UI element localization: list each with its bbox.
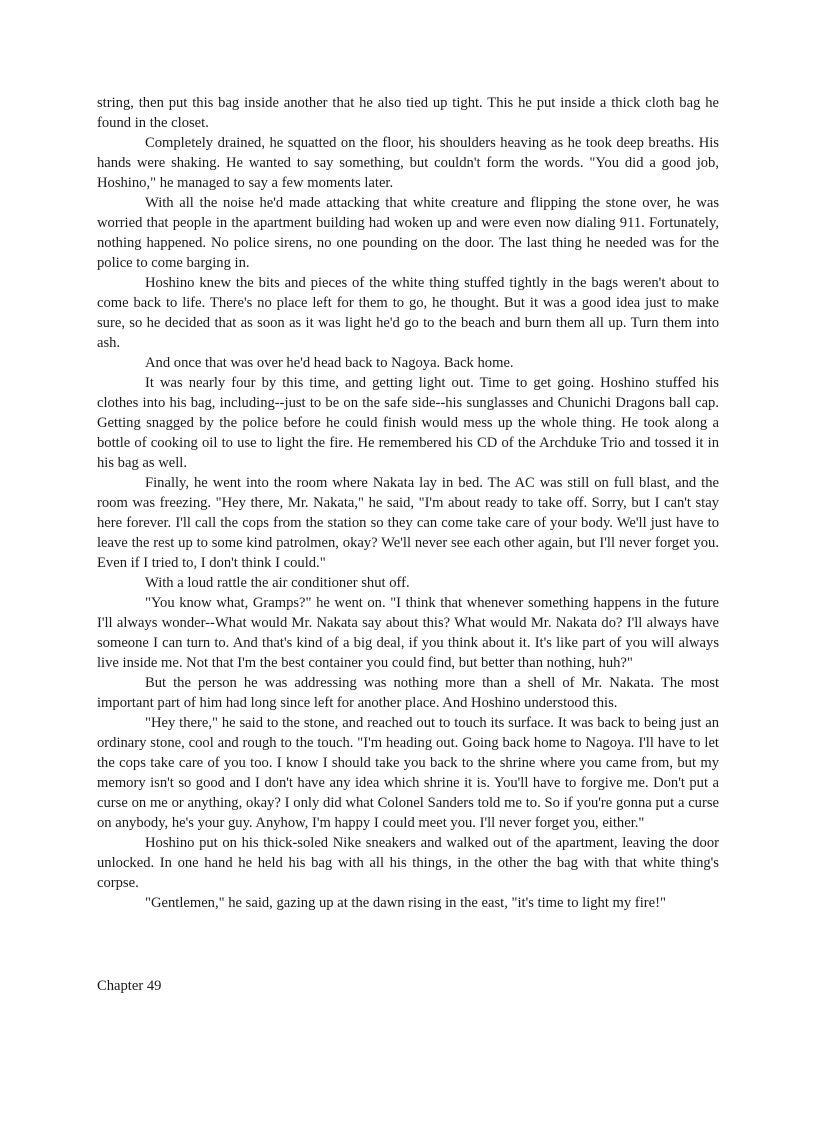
paragraph: With a loud rattle the air conditioner shut off. <box>145 575 410 591</box>
paragraph: With all the noise he'd made attacking that white creature and flipping the stone over, he was worried that people in the apartment building had woken up and were even now dialing 911. Fortunately, nothing happened. No police sirens, no one pounding on the door. The last thing he needed was for the police to come barging in. <box>97 195 719 271</box>
paragraph: It was nearly four by this time, and getting light out. Time to get going. Hoshino stuffed his clothes into his bag, including--just to be on the safe side--his sunglasses and Chunichi Dragons ball cap. Getting snagged by the police before he could finish would mess up the whole thing. He took along a bottle of cooking oil to use to light the fire. He remembered his CD of the Archduke Trio and tossed it in his bag as well. <box>97 375 719 471</box>
chapter-heading: Chapter 49 <box>97 978 162 994</box>
paragraph: Hoshino knew the bits and pieces of the white thing stuffed tightly in the bags weren't about to come back to life. There's no place left for them to go, he thought. But it was a good idea just to make sure, so he decided that as soon as it was light he'd go to the beach and burn them all up. Turn them into ash. <box>97 275 719 351</box>
paragraph: Hoshino put on his thick-soled Nike sneakers and walked out of the apartment, leaving the door unlocked. In one hand he held his bag with all his things, in the other the bag with that white thing's corpse. <box>97 835 719 891</box>
paragraph: And once that was over he'd head back to Nagoya. Back home. <box>145 355 514 371</box>
paragraph: Finally, he went into the room where Nakata lay in bed. The AC was still on full blast, and the room was freezing. "Hey there, Mr. Nakata," he said, "I'm about ready to take off. Sorry, but I can't stay here forever. I'll call the cops from the station so they can come take care of your body. We'll just have to leave the rest up to some kind patrolmen, okay? We'll never see each other again, but I'll never forget you. Even if I tried to, I don't think I could." <box>97 475 719 571</box>
paragraph: "Hey there," he said to the stone, and reached out to touch its surface. It was back to being just an ordinary stone, cool and rough to the touch. "I'm heading out. Going back home to Nagoya. I'll have to let the cops take care of you too. I know I should take you back to the shrine where you came from, but my memory isn't so good and I don't have any idea which shrine it is. You'll have to forgive me. Don't put a curse on me or anything, okay? I only did what Colonel Sanders told me to. So if you're gonna put a curse on anybody, he's your guy. Anyhow, I'm happy I could meet you. I'll never forget you, either." <box>97 715 719 831</box>
paragraph: "Gentlemen," he said, gazing up at the dawn rising in the east, "it's time to light my fire!" <box>145 895 666 911</box>
paragraph: Completely drained, he squatted on the floor, his shoulders heaving as he took deep breaths. His hands were shaking. He wanted to say something, but couldn't form the words. "You did a good job, Hoshino," he managed to say a few moments later. <box>97 135 719 191</box>
document-body <box>97 93 719 913</box>
paragraph-continuation: string, then put this bag inside another that he also tied up tight. This he put inside a thick cloth bag he found in the closet. <box>97 95 719 131</box>
paragraph: But the person he was addressing was nothing more than a shell of Mr. Nakata. The most important part of him had long since left for another place. And Hoshino understood this. <box>97 675 719 711</box>
paragraph: "You know what, Gramps?" he went on. "I think that whenever something happens in the future I'll always wonder--What would Mr. Nakata say about this? What would Mr. Nakata do? I'll always have someone I can turn to. And that's kind of a big deal, if you think about it. It's like part of you will always live inside me. Not that I'm the best container you could find, but better than nothing, huh?" <box>97 595 719 671</box>
